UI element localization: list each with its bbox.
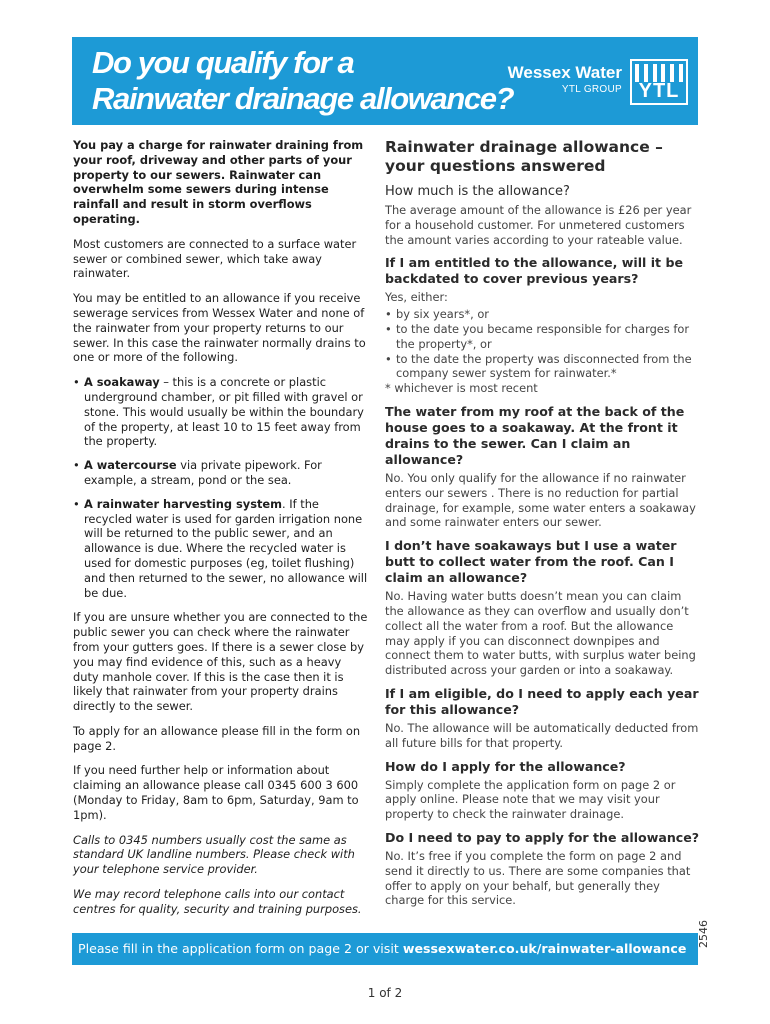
intro-paragraph: You pay a charge for rainwater draining from your roof, driveway and other parts of your property to our sewers. Rainwater can overwhelm some sewers during intense rainfall and result in storm overflows operating. bbox=[73, 138, 364, 226]
logo-letters: YTL bbox=[638, 80, 680, 102]
list-item: • A watercourse via private pipework. For example, a stream, pond or the sea. bbox=[73, 458, 369, 488]
list-item: • to the date the property was disconnected from the company sewer system for rainwater.* bbox=[385, 352, 700, 382]
footer-text: Please fill in the application form on page 2 or visit bbox=[78, 941, 403, 956]
brand-text bbox=[508, 63, 622, 97]
faq-answer: Simply complete the application form on page 2 or apply online. Please note that we may visit your property to check the rainwater drainage. bbox=[385, 777, 676, 822]
paragraph-connected: Most customers are connected to a surface water sewer or combined sewer, which take away rainwater. bbox=[73, 236, 357, 281]
faq-answer: No. You only qualify for the allowance if no rainwater enters our sewers . There is no reduction for partial drainage, for example, some water enters a soakaway and some rainwater enters our sewer. bbox=[385, 470, 696, 530]
title-line-1: Do you qualify for a bbox=[92, 45, 354, 80]
page-title bbox=[92, 45, 513, 117]
footer-banner bbox=[72, 933, 698, 965]
faq-answer: No. It’s free if you complete the form on page 2 and send it directly to us. There are some companies that offer to apply on your behalf, but generally they charge for this service. bbox=[385, 848, 691, 908]
document-code: 2546 bbox=[697, 920, 710, 948]
title-line-2: Rainwater drainage allowance? bbox=[92, 81, 514, 116]
faq-heading: Rainwater drainage allowance – your questions answered bbox=[385, 138, 663, 175]
backdate-list bbox=[385, 307, 700, 381]
list-item: • by six years*, or bbox=[385, 307, 700, 322]
faq-answer: No. Having water butts doesn’t mean you can claim the allowance as they can overflow and usually don’t collect all the water from a roof. But the allowance may apply if you can disconnect downpipes and connect them to water butts, with surplus water being distributed across your garden or into a soakaway. bbox=[385, 589, 696, 678]
ytl-logo-icon bbox=[630, 59, 688, 105]
website-link[interactable]: wessexwater.co.uk/rainwater-allowance bbox=[402, 941, 687, 956]
brand-name: Wessex Water bbox=[507, 63, 622, 82]
drainage-options-list bbox=[73, 375, 369, 600]
faq-question: If I am entitled to the allowance, will it be backdated to cover previous years? bbox=[385, 255, 684, 287]
faq-note: * whichever is most recent bbox=[385, 381, 538, 396]
right-column bbox=[385, 138, 700, 916]
faq-answer: Yes, either: bbox=[385, 290, 448, 305]
paragraph-help: If you need further help or information about claiming an allowance please call 0345 600 3 600 (Monday to Friday, 8am to 6pm, Saturday, 9am to 1pm). bbox=[73, 763, 359, 822]
paragraph-recording: We may record telephone calls into our contact centres for quality, security and training purposes. bbox=[73, 887, 362, 916]
paragraph-unsure: If you are unsure whether you are connected to the public sewer you can check where the rainwater from your gutters goes. If there is a sewer close by you may find evidence of this, such as a heavy duty manhole cover. If this is the case then it is likely that rainwater from your property drains directly to the sewer. bbox=[73, 610, 368, 714]
header-banner bbox=[72, 37, 698, 125]
page-number: 1 of 2 bbox=[367, 986, 403, 1000]
paragraph-call-cost: Calls to 0345 numbers usually cost the same as standard UK landline numbers. Please check with your telephone service provider. bbox=[73, 832, 355, 877]
faq-question: I don’t have soakaways but I use a water butt to collect water from the roof. Can I claim an allowance? bbox=[385, 538, 677, 586]
faq-question: How much is the allowance? bbox=[385, 184, 570, 199]
faq-question: How do I apply for the allowance? bbox=[385, 758, 626, 774]
paragraph-entitled: You may be entitled to an allowance if you receive sewerage services from Wessex Water and none of the rainwater from your property returns to our sewer. In this case the rainwater normally drains to one or more of the following. bbox=[73, 291, 366, 365]
faq-question: If I am eligible, do I need to apply each year for this allowance? bbox=[385, 685, 699, 717]
list-item: • to the date you became responsible for charges for the property*, or bbox=[385, 322, 700, 352]
faq-question: The water from my roof at the back of the house goes to a soakaway. At the front it drains to the sewer. Can I claim an allowance? bbox=[385, 403, 685, 467]
brand-sub: YTL GROUP bbox=[561, 84, 622, 95]
list-item: • A soakaway – this is a concrete or plastic underground chamber, or pit filled with gravel or stone. This would usually be within the boundary of the property, at least 10 to 15 feet away from the property. bbox=[73, 375, 369, 449]
brand bbox=[508, 63, 688, 105]
list-item: • A rainwater harvesting system. If the recycled water is used for garden irrigation none will be returned to the public sewer, and an allowance is due. Where the recycled water is used for domestic purposes (eg, toilet flushing) and then returned to the sewer, no allowance will be due. bbox=[73, 497, 369, 601]
faq-question: Do I need to pay to apply for the allowance? bbox=[385, 829, 700, 845]
faq-answer: The average amount of the allowance is £26 per year for a household customer. For unmetered customers the amount varies according to your rateable value. bbox=[385, 203, 692, 247]
faq-answer: No. The allowance will be automatically deducted from all future bills for that property. bbox=[385, 720, 699, 750]
paragraph-apply: To apply for an allowance please fill in the form on page 2. bbox=[73, 723, 361, 753]
left-column bbox=[73, 138, 369, 927]
